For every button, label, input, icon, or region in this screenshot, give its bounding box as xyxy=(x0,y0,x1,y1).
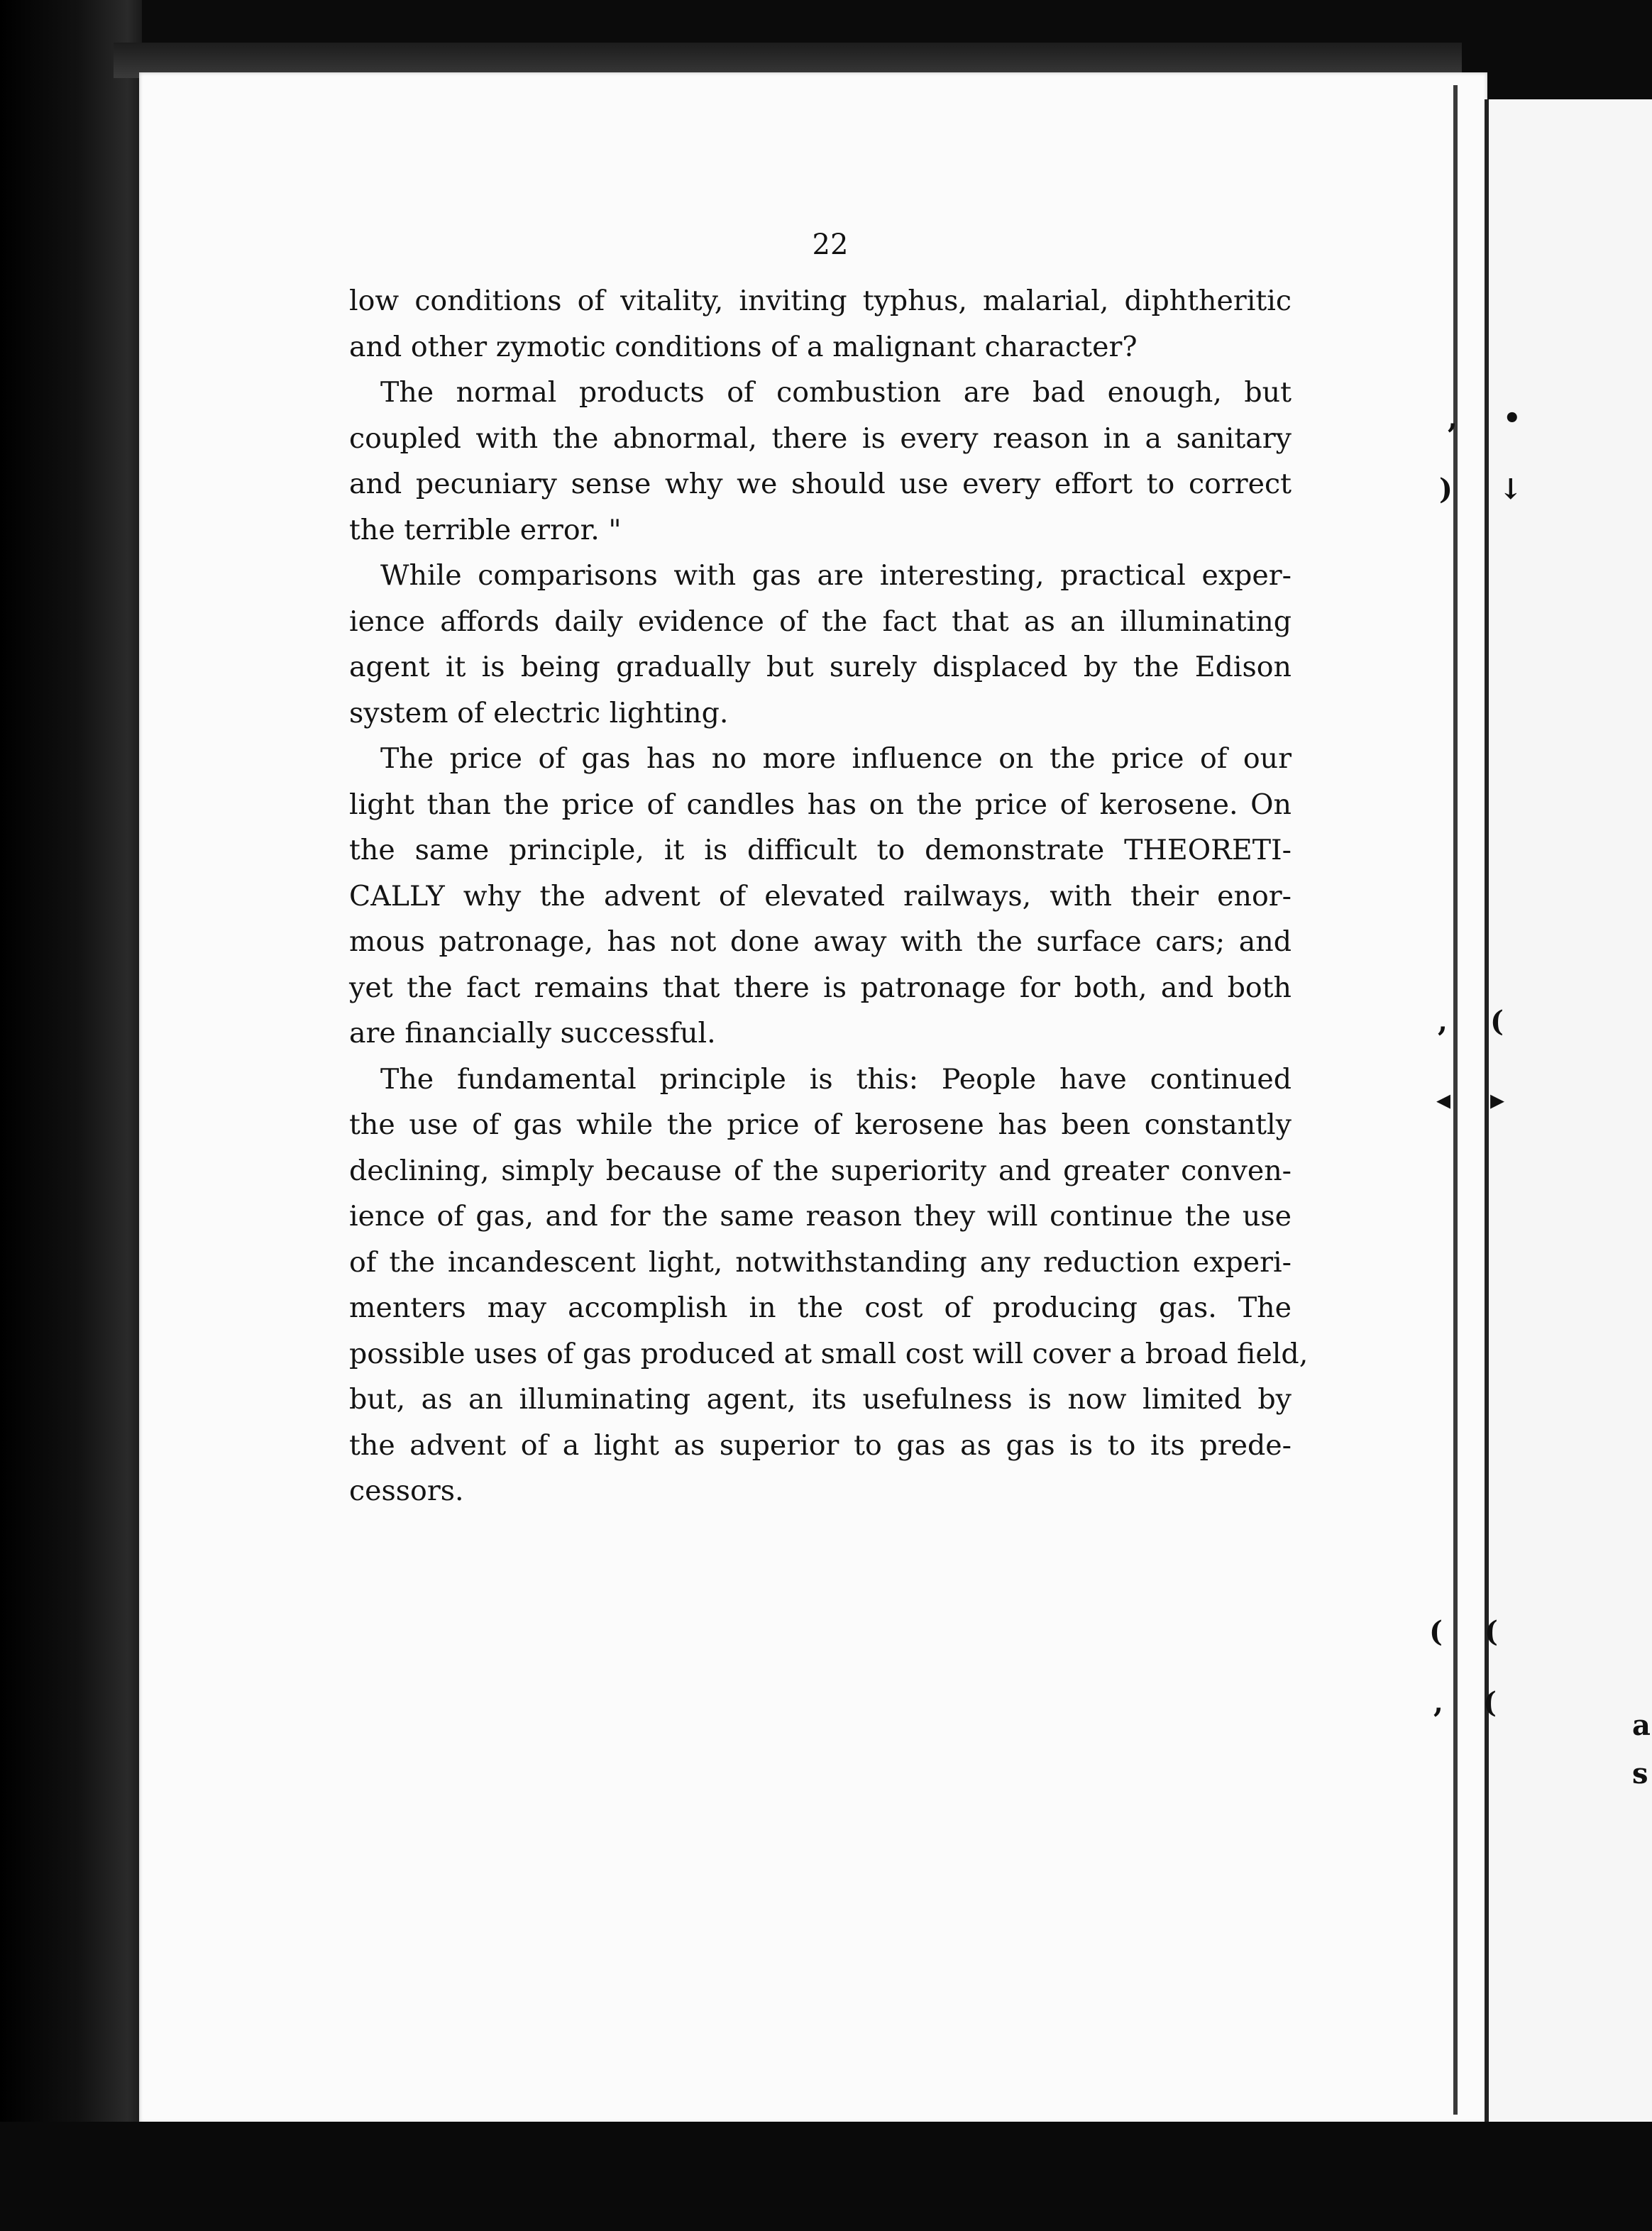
text-line: The fundamental principle is this: People have continued xyxy=(380,1062,1292,1096)
text-line: While comparisons with gas are interesting, practical exper- xyxy=(380,559,1292,592)
text-line: CALLY why the advent of elevated railways, with their enor- xyxy=(349,879,1292,913)
text-line: cessors. xyxy=(349,1475,464,1507)
text-line: menters may accomplish in the cost of producing gas. The xyxy=(349,1291,1292,1324)
text-line: the use of gas while the price of kerosene has been constantly xyxy=(349,1108,1292,1141)
text-line: low conditions of vitality, inviting typhus, malarial, diphtheritic xyxy=(349,285,1292,317)
text-line: the advent of a light as superior to gas as gas is to its prede- xyxy=(349,1428,1292,1462)
bleed-mark: ( xyxy=(1483,1686,1497,1719)
text-line: are financially successful. xyxy=(349,1017,716,1050)
text-line: ience affords daily evidence of the fact that as an illuminating xyxy=(349,605,1292,638)
text-line: The price of gas has no more influence on the price of our xyxy=(380,742,1292,775)
text-line: yet the fact remains that there is patronage for both, and both xyxy=(349,971,1292,1004)
page-gutter xyxy=(1453,85,1458,2115)
book-edge-left xyxy=(0,0,142,2231)
text-line: of the incandescent light, notwithstanding any reduction experi- xyxy=(349,1245,1292,1279)
text-line: and other zymotic conditions of a malignant character? xyxy=(349,330,1138,363)
text-line: coupled with the abnormal, there is every reason in a sanitary xyxy=(349,422,1292,455)
bleed-mark: , xyxy=(1433,1686,1443,1719)
paragraph xyxy=(349,278,1292,370)
text-line: but, as an illuminating agent, its usefulness is now limited by xyxy=(349,1383,1292,1416)
bleed-mark: ( xyxy=(1429,1615,1443,1648)
facing-page-letter: a xyxy=(1632,1709,1651,1742)
text-line: the terrible error. " xyxy=(349,513,622,546)
text-line: possible uses of gas produced at small cost will cover a broad field, xyxy=(349,1337,1309,1370)
body-text xyxy=(349,278,1309,1514)
paragraph xyxy=(349,1057,1309,1514)
paragraph xyxy=(349,553,1292,736)
bleed-mark: , xyxy=(1438,1005,1448,1038)
bleed-mark: ◂ xyxy=(1436,1083,1451,1116)
text-line: and pecuniary sense why we should use every effort to correct xyxy=(349,468,1292,500)
text-line: The normal products of combustion are bad enough, but xyxy=(380,376,1292,409)
book-edge-bottom xyxy=(0,2122,1652,2231)
text-line: agent it is being gradually but surely displaced by the Edison xyxy=(349,651,1292,683)
paragraph xyxy=(349,370,1292,553)
bleed-mark: ) xyxy=(1439,473,1453,506)
facing-page-letter: s xyxy=(1632,1757,1648,1790)
text-line: the same principle, it is difficult to demonstrate THEORETI- xyxy=(349,834,1292,866)
bleed-mark: ↓ xyxy=(1499,473,1523,506)
text-line: system of electric lighting. xyxy=(349,696,729,729)
bleed-mark: ( xyxy=(1490,1005,1504,1038)
bleed-mark: ( xyxy=(1485,1615,1498,1648)
bleed-mark: , xyxy=(1448,402,1458,435)
text-line: light than the price of candles has on the price of kerosene. On xyxy=(349,788,1292,821)
text-line: mous patronage, has not done away with the surface cars; and xyxy=(349,925,1292,958)
text-line: ience of gas, and for the same reason they will continue the use xyxy=(349,1200,1292,1233)
bleed-mark: • xyxy=(1503,402,1521,435)
paragraph xyxy=(349,736,1292,1057)
page-number: 22 xyxy=(812,228,849,261)
bleed-mark: ▸ xyxy=(1490,1083,1505,1116)
text-line: declining, simply because of the superiority and greater conven- xyxy=(349,1154,1292,1187)
